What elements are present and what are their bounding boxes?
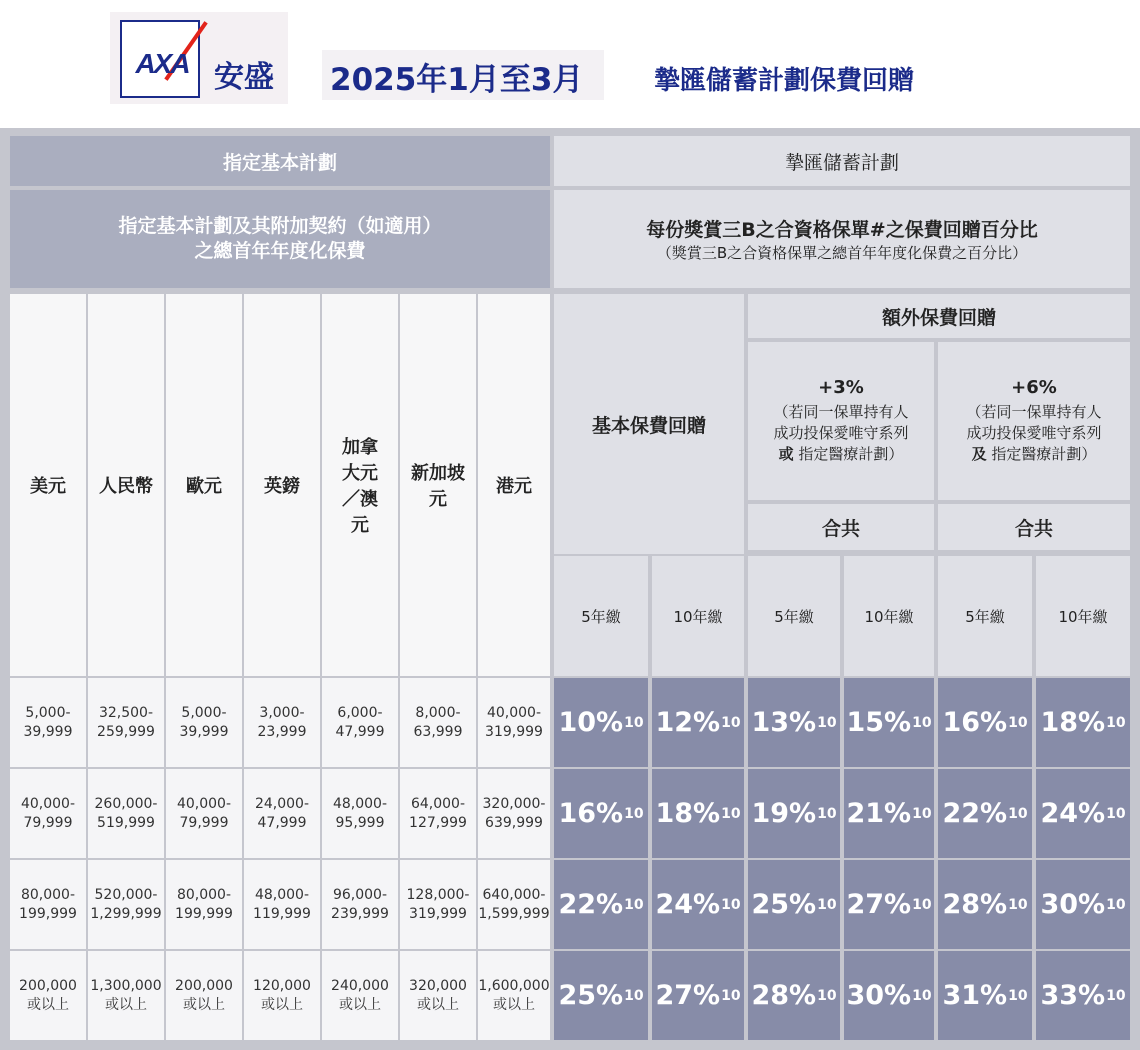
premium-range-cell [478, 951, 550, 1040]
plus6-line3-text: 指定醫療計劃） [986, 445, 1097, 463]
term-header: 10年繳 [652, 556, 744, 676]
premium-range-cell [244, 951, 320, 1040]
premium-range-line: 39,999 [179, 723, 229, 740]
brand-name: 安盛 [214, 60, 274, 95]
rebate-rate-cell [748, 769, 840, 858]
currency-eur: 歐元 [166, 294, 242, 676]
footnote-marker: 10 [624, 805, 644, 822]
rebate-rate-value: 28% [942, 889, 1008, 920]
premium-range-line: 5,000- [25, 704, 71, 721]
premium-range-line: 或以上 [261, 996, 303, 1013]
premium-range-cell [322, 678, 398, 767]
premium-range-line: 1,600,000 [478, 977, 550, 994]
premium-range-line: 或以上 [417, 996, 459, 1013]
footnote-marker: 10 [721, 896, 741, 913]
currency-hkd: 港元 [478, 294, 550, 676]
rebate-rate-cell [844, 860, 934, 949]
plus6-line1: （若同一保單持有人 [966, 403, 1102, 421]
rebate-percent-title: 每份獎賞三B之合資格保單#之保費回贈百分比 [646, 219, 1038, 241]
premium-range-line: 或以上 [105, 996, 147, 1013]
premium-range-line: 40,000- [176, 795, 232, 812]
premium-range-line: 40,000- [486, 704, 542, 721]
premium-range-line: 199,999 [19, 905, 77, 922]
rebate-rate-value: 18% [655, 798, 721, 829]
rebate-rate-value: 27% [655, 980, 721, 1011]
rebate-rate-cell [652, 678, 744, 767]
footnote-marker: 10 [721, 714, 741, 731]
rebate-rate-value: 24% [1040, 798, 1106, 829]
premium-range-cell [478, 860, 550, 949]
combined-label-3: 合共 [748, 504, 934, 550]
rebate-rate-value: 12% [655, 707, 721, 738]
premium-range-line: 5,000- [181, 704, 227, 721]
rebate-rate-value: 22% [942, 798, 1008, 829]
premium-range-cell [10, 769, 86, 858]
footnote-marker: 10 [1106, 987, 1126, 1004]
rebate-rate-cell [652, 951, 744, 1040]
premium-range-line: 48,000- [254, 886, 310, 903]
currency-sgd: 新加坡元 [400, 294, 476, 676]
footnote-marker: 10 [912, 714, 932, 731]
premium-range-line: 319,999 [409, 905, 467, 922]
rebate-rate-cell [1036, 678, 1130, 767]
footnote-marker: 10 [1106, 896, 1126, 913]
premium-range-line: 3,000- [259, 704, 305, 721]
plus6-line2: 成功投保愛唯守系列 [966, 424, 1102, 442]
premium-range-line: 239,999 [331, 905, 389, 922]
term-header: 5年繳 [938, 556, 1032, 676]
premium-range-cell [322, 769, 398, 858]
plus3-line3 [779, 444, 904, 465]
footnote-marker: 10 [1008, 805, 1028, 822]
premium-range-cell [10, 678, 86, 767]
rebate-rate-value: 16% [942, 707, 1008, 738]
footnote-marker: 10 [817, 805, 837, 822]
premium-range-line: 1,299,999 [90, 905, 162, 922]
promo-period: 2025年1月至3月 [330, 62, 584, 98]
footnote-marker: 10 [912, 896, 932, 913]
premium-range-line: 260,000- [94, 795, 158, 812]
footnote-marker: 10 [721, 987, 741, 1004]
rebate-rate-value: 25% [751, 889, 817, 920]
rebate-rate-cell [748, 678, 840, 767]
premium-header [10, 190, 550, 288]
footnote-marker: 10 [817, 896, 837, 913]
extra-rebate-header: 額外保費回贈 [748, 294, 1130, 338]
rebate-rate-value: 24% [655, 889, 721, 920]
plus3-line1: （若同一保單持有人 [773, 403, 909, 421]
term-header: 5年繳 [748, 556, 840, 676]
premium-range-cell [166, 769, 242, 858]
footnote-marker: 10 [624, 714, 644, 731]
premium-range-cell [322, 951, 398, 1040]
rebate-percent-note: （獎賞三B之合資格保單之總首年年度化保費之百分比） [656, 244, 1028, 262]
term-header: 10年繳 [1036, 556, 1130, 676]
term-header: 10年繳 [844, 556, 934, 676]
premium-range-line: 或以上 [493, 996, 535, 1013]
plus6-line3 [972, 444, 1097, 465]
premium-range-line: 200,000 [175, 977, 233, 994]
premium-range-line: 240,000 [331, 977, 389, 994]
premium-range-line: 319,999 [485, 723, 543, 740]
rebate-rate-value: 19% [751, 798, 817, 829]
premium-range-line: 79,999 [179, 814, 229, 831]
premium-range-line: 1,300,000 [90, 977, 162, 994]
rebate-rate-cell [554, 951, 648, 1040]
premium-range-line: 259,999 [97, 723, 155, 740]
rebate-rate-cell [938, 951, 1032, 1040]
premium-range-line: 96,000- [332, 886, 388, 903]
premium-range-line: 80,000- [176, 886, 232, 903]
premium-range-cell [400, 951, 476, 1040]
plus6-bold: 及 [971, 445, 987, 463]
premium-range-line: 199,999 [175, 905, 233, 922]
rebate-rate-cell [652, 769, 744, 858]
premium-range-cell [10, 951, 86, 1040]
premium-range-line: 32,500- [98, 704, 154, 721]
premium-range-cell [400, 860, 476, 949]
premium-range-cell [166, 678, 242, 767]
premium-range-line: 127,999 [409, 814, 467, 831]
premium-range-line: 6,000- [337, 704, 383, 721]
premium-range-cell [88, 769, 164, 858]
logo-text: AXA [135, 48, 189, 79]
rebate-rate-cell [1036, 860, 1130, 949]
premium-range-line: 24,000- [254, 795, 310, 812]
rebate-rate-value: 28% [751, 980, 817, 1011]
rebate-rate-value: 30% [846, 980, 912, 1011]
premium-range-line: 120,000 [253, 977, 311, 994]
premium-range-line: 79,999 [23, 814, 73, 831]
plus6-title: +6% [1011, 377, 1057, 398]
premium-range-cell [88, 678, 164, 767]
premium-range-cell [478, 678, 550, 767]
premium-range-line: 40,000- [20, 795, 76, 812]
premium-range-line: 639,999 [485, 814, 543, 831]
rebate-rate-value: 22% [558, 889, 624, 920]
rebate-rate-value: 21% [846, 798, 912, 829]
footnote-marker: 10 [1008, 714, 1028, 731]
footnote-marker: 10 [624, 987, 644, 1004]
rebate-rate-value: 16% [558, 798, 624, 829]
rebate-rate-value: 13% [751, 707, 817, 738]
premium-range-line: 95,999 [335, 814, 385, 831]
premium-range-line: 200,000 [19, 977, 77, 994]
premium-range-line: 119,999 [253, 905, 311, 922]
rebate-rate-value: 27% [846, 889, 912, 920]
premium-range-cell [244, 769, 320, 858]
combined-label-6: 合共 [938, 504, 1130, 550]
rebate-rate-cell [938, 860, 1032, 949]
rebate-rate-cell [652, 860, 744, 949]
premium-range-cell [244, 678, 320, 767]
footnote-marker: 10 [1106, 714, 1126, 731]
currency-gbp: 英鎊 [244, 294, 320, 676]
premium-range-line: 或以上 [27, 996, 69, 1013]
premium-range-cell [10, 860, 86, 949]
premium-range-line: 320,000 [409, 977, 467, 994]
footnote-marker: 10 [912, 805, 932, 822]
rebate-percent-header [554, 190, 1130, 288]
plus3-bold: 或 [778, 445, 794, 463]
premium-range-line: 48,000- [332, 795, 388, 812]
rebate-rate-value: 30% [1040, 889, 1106, 920]
rebate-rate-cell [554, 769, 648, 858]
footnote-marker: 10 [721, 805, 741, 822]
rebate-rate-value: 31% [942, 980, 1008, 1011]
rebate-rate-value: 25% [558, 980, 624, 1011]
rebate-rate-cell [748, 951, 840, 1040]
premium-range-cell [88, 951, 164, 1040]
premium-range-line: 或以上 [339, 996, 381, 1013]
premium-range-cell [88, 860, 164, 949]
plus3-line2: 成功投保愛唯守系列 [773, 424, 909, 442]
promo-title: 摯匯儲蓄計劃保費回贈 [654, 66, 915, 96]
rebate-rate-value: 15% [846, 707, 912, 738]
rebate-rate-value: 33% [1040, 980, 1106, 1011]
premium-range-line: 520,000- [94, 886, 158, 903]
premium-range-line: 320,000- [482, 795, 546, 812]
rebate-rate-cell [554, 678, 648, 767]
premium-range-line: 47,999 [257, 814, 307, 831]
premium-range-line: 23,999 [257, 723, 307, 740]
rebate-rate-value: 10% [558, 707, 624, 738]
footnote-marker: 10 [1008, 896, 1028, 913]
premium-range-cell [400, 769, 476, 858]
plus6-header [938, 342, 1130, 500]
savings-plan-header: 摯匯儲蓄計劃 [554, 136, 1130, 186]
currency-cad-aud: 加拿大元／澳元 [322, 294, 398, 676]
footnote-marker: 10 [817, 987, 837, 1004]
premium-range-line: 128,000- [406, 886, 470, 903]
premium-range-line: 519,999 [97, 814, 155, 831]
premium-range-line: 1,599,999 [478, 905, 550, 922]
premium-range-line: 64,000- [410, 795, 466, 812]
currency-usd: 美元 [10, 294, 86, 676]
premium-range-cell [400, 678, 476, 767]
premium-range-line: 80,000- [20, 886, 76, 903]
rebate-rate-cell [844, 951, 934, 1040]
premium-header-line2: 之總首年年度化保費 [194, 240, 366, 262]
rebate-rate-cell [748, 860, 840, 949]
currency-rmb: 人民幣 [88, 294, 164, 676]
premium-range-line: 8,000- [415, 704, 461, 721]
premium-range-line: 或以上 [183, 996, 225, 1013]
premium-range-cell [478, 769, 550, 858]
rebate-rate-cell [844, 678, 934, 767]
premium-range-line: 39,999 [23, 723, 73, 740]
premium-range-line: 47,999 [335, 723, 385, 740]
rebate-rate-cell [1036, 951, 1130, 1040]
plus3-header [748, 342, 934, 500]
premium-header-line1: 指定基本計劃及其附加契約（如適用） [118, 215, 442, 237]
footnote-marker: 10 [1008, 987, 1028, 1004]
basic-plan-header: 指定基本計劃 [10, 136, 550, 186]
premium-range-cell [166, 951, 242, 1040]
rebate-rate-cell [1036, 769, 1130, 858]
term-header: 5年繳 [554, 556, 648, 676]
rebate-rate-cell [938, 678, 1032, 767]
premium-range-cell [166, 860, 242, 949]
rebate-rate-cell [844, 769, 934, 858]
plus3-line3-text: 指定醫療計劃） [793, 445, 904, 463]
rebate-rate-cell [938, 769, 1032, 858]
rebate-rate-cell [554, 860, 648, 949]
basic-rebate-header: 基本保費回贈 [554, 294, 744, 554]
premium-range-cell [322, 860, 398, 949]
footnote-marker: 10 [1106, 805, 1126, 822]
footnote-marker: 10 [912, 987, 932, 1004]
premium-range-line: 640,000- [482, 886, 546, 903]
premium-range-line: 63,999 [413, 723, 463, 740]
rebate-table [0, 128, 1140, 1050]
footnote-marker: 10 [624, 896, 644, 913]
premium-range-cell [244, 860, 320, 949]
rebate-rate-value: 18% [1040, 707, 1106, 738]
footnote-marker: 10 [817, 714, 837, 731]
plus3-title: +3% [818, 377, 864, 398]
axa-logo [120, 20, 200, 98]
